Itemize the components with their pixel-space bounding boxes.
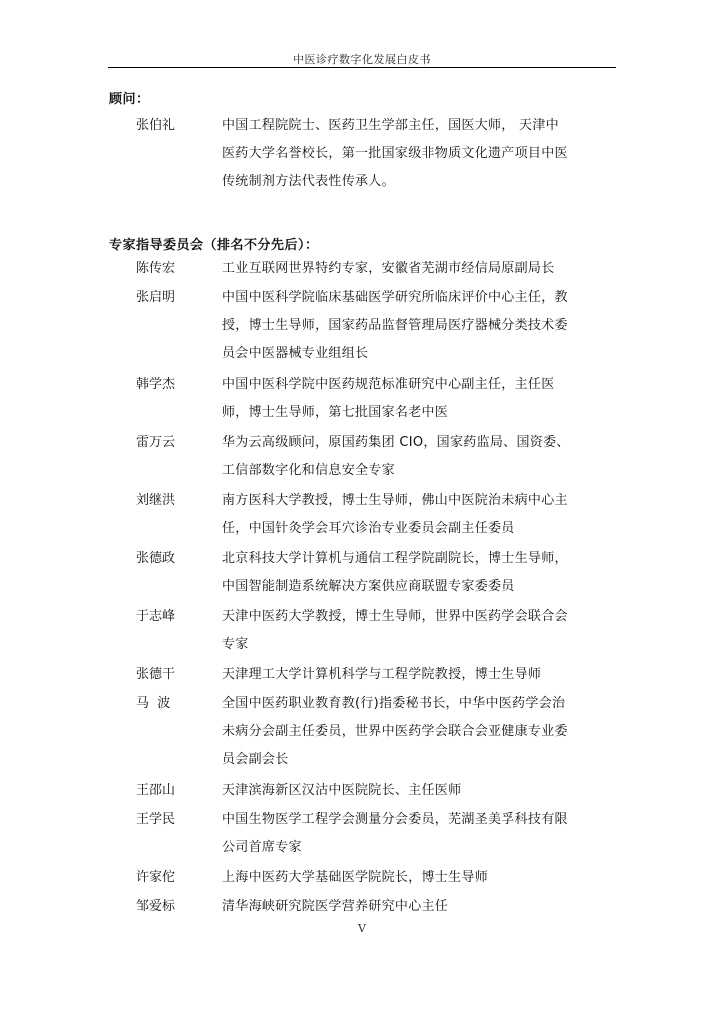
page-number: V xyxy=(358,922,366,935)
person-description xyxy=(222,777,616,805)
description-line: 工信部数字化和信息安全专家 xyxy=(222,463,395,478)
person-description xyxy=(222,806,616,862)
description-line: 北京科技大学计算机与通信工程学院副院长，博士生导师， xyxy=(222,551,568,566)
advisors-heading: 顾问： xyxy=(109,92,150,107)
person-name: 王邵山 xyxy=(136,783,176,798)
person-name: 张启明 xyxy=(136,290,176,305)
description-line: 天津中医药大学教授，博士生导师，世界中医药学会联合会 xyxy=(222,609,568,624)
person-name: 张德政 xyxy=(136,551,176,566)
person-name: 邹爱标 xyxy=(136,899,176,914)
description-line: 师，博士生导师，第七批国家名老中医 xyxy=(222,405,449,420)
description-line: 华为云高级顾问，原国药集团 CIO，国家药监局、国资委、 xyxy=(222,435,570,450)
person-description xyxy=(222,487,616,543)
person-description xyxy=(222,603,616,659)
description-line: 中国生物医学工程学会测量分会委员，芜湖圣美孚科技有限 xyxy=(222,812,568,827)
person-description xyxy=(222,690,616,774)
description-line: 传统制剂方法代表性传承人。 xyxy=(222,174,395,189)
description-line: 中国中医科学院中医药规范标准研究中心副主任，主任医 xyxy=(222,377,555,392)
person-name: 刘继洪 xyxy=(136,493,176,508)
person-description xyxy=(222,255,616,283)
person-description xyxy=(222,893,616,921)
document-title: 中医诊疗数字化发展白皮书 xyxy=(293,53,431,66)
description-line: 天津理工大学计算机科学与工程学院教授，博士生导师 xyxy=(222,667,542,682)
description-line: 清华海峡研究院医学营养研究中心主任 xyxy=(222,899,449,914)
description-line: 中国工程院院士、医药卫生学部主任，国医大师， 天津中 xyxy=(222,118,559,133)
description-line: 上海中医药大学基础医学院院长，博士生导师 xyxy=(222,870,489,885)
person-description xyxy=(222,112,616,196)
person-description xyxy=(222,284,616,368)
description-line: 员会中医器械专业组组长 xyxy=(222,346,369,361)
person-name: 许家佗 xyxy=(136,870,176,885)
committee-heading: 专家指导委员会（排名不分先后）： xyxy=(109,238,319,253)
person-name: 雷万云 xyxy=(136,435,176,450)
person-name: 马 波 xyxy=(136,696,171,711)
person-name: 王学民 xyxy=(136,812,176,827)
person-description xyxy=(222,545,616,601)
person-description xyxy=(222,864,616,892)
header-divider xyxy=(108,67,616,68)
person-description xyxy=(222,429,616,485)
person-description xyxy=(222,661,616,689)
person-name: 韩学杰 xyxy=(136,377,176,392)
description-line: 中国智能制造系统解决方案供应商联盟专家委委员 xyxy=(222,579,515,594)
description-line: 全国中医药职业教育教(行)指委秘书长，中华中医药学会治 xyxy=(222,696,566,711)
description-line: 南方医科大学教授，博士生导师，佛山中医院治未病中心主 xyxy=(222,493,568,508)
person-name: 于志峰 xyxy=(136,609,176,624)
description-line: 未病分会副主任委员，世界中医药学会联合会亚健康专业委 xyxy=(222,724,568,739)
description-line: 授，博士生导师，国家药品监督管理局医疗器械分类技术委 xyxy=(222,318,568,333)
person-description xyxy=(222,371,616,427)
description-line: 中国中医科学院临床基础医学研究所临床评价中心主任，教 xyxy=(222,290,568,305)
person-name: 张伯礼 xyxy=(136,118,176,133)
person-name: 陈传宏 xyxy=(136,261,176,276)
description-line: 专家 xyxy=(222,637,249,652)
description-line: 天津滨海新区汉沽中医院院长、主任医师 xyxy=(222,783,462,798)
description-line: 任，中国针灸学会耳穴诊治专业委员会副主任委员 xyxy=(222,521,515,536)
description-line: 工业互联网世界特约专家，安徽省芜湖市经信局原副局长 xyxy=(222,261,555,276)
person-name: 张德干 xyxy=(136,667,176,682)
description-line: 医药大学名誉校长，第一批国家级非物质文化遗产项目中医 xyxy=(222,146,568,161)
description-line: 员会副会长 xyxy=(222,752,289,767)
description-line: 公司首席专家 xyxy=(222,840,302,855)
